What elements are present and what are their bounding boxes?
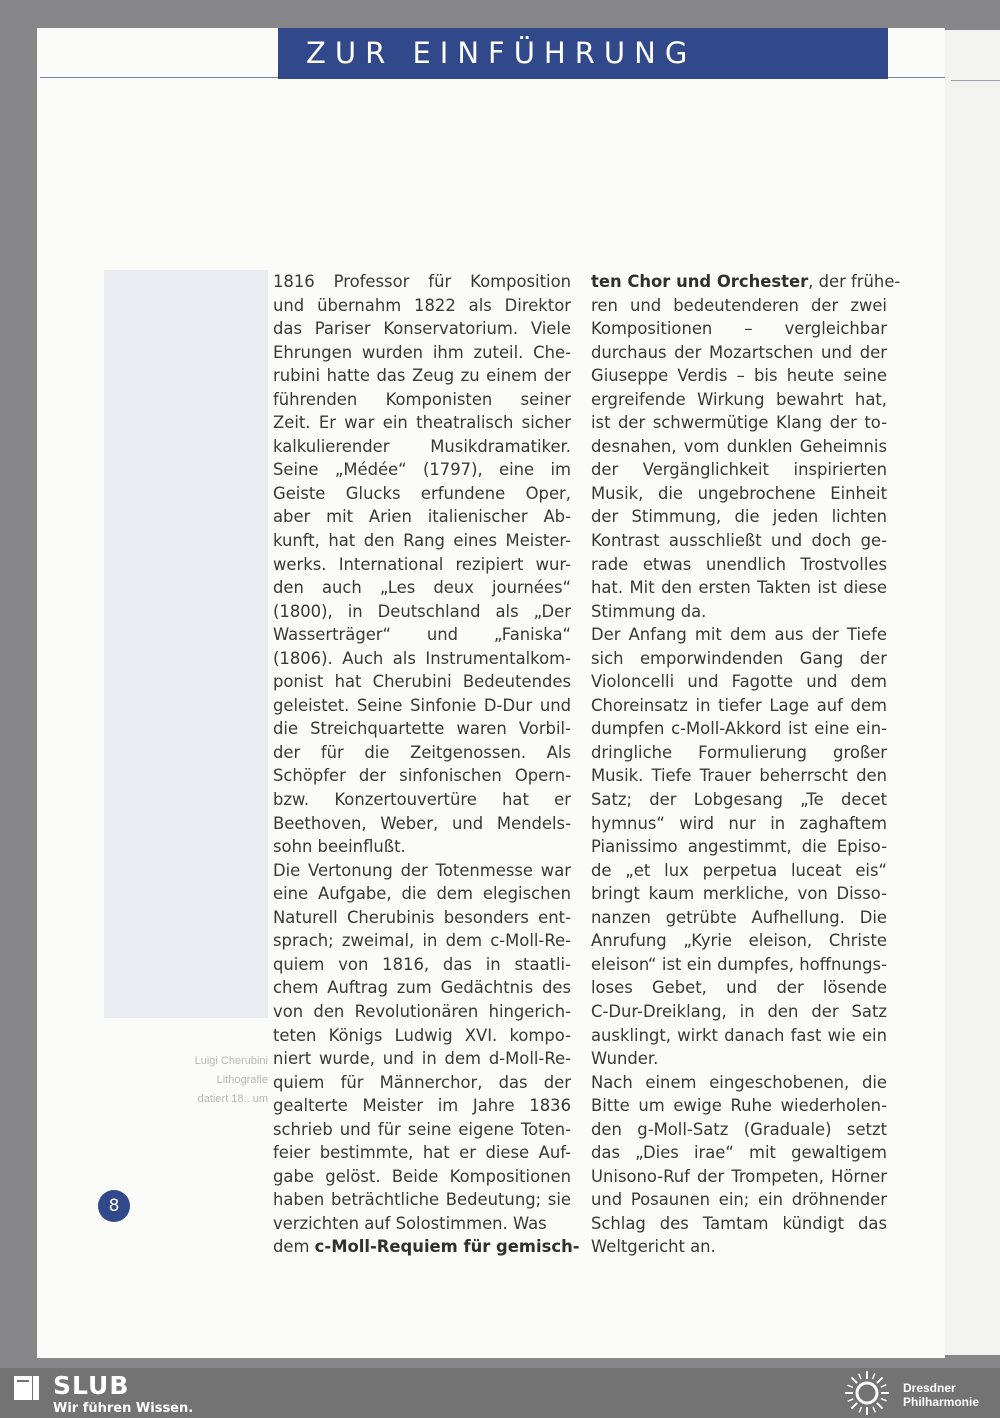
text-line: Weltgericht an.	[591, 1237, 716, 1257]
text-line: niert wurde, und in dem d-Moll-Re-	[273, 1049, 571, 1069]
text-line: hymnus“ wird nur in zaghaftem	[591, 813, 887, 833]
text-line: und übernahm 1822 als Direktor	[273, 295, 571, 315]
text-line: rade etwas unendlich Trostvolles	[591, 554, 887, 574]
text-line: Stimmung da.	[591, 601, 707, 621]
text-line: nanzen getrübte Aufhellung. Die	[591, 907, 887, 927]
text-line: das „Dies irae“ mit gewaltigem	[591, 1143, 887, 1163]
section-header: ZUR EINFÜHRUNG	[278, 28, 888, 79]
text-line: durchaus der Mozartschen und der	[591, 342, 887, 362]
caption-line: datiert 18.. um	[197, 1093, 268, 1105]
text-line: eleison“ ist ein dumpfes, hoffnungs-	[591, 954, 887, 974]
text-line: 1816 Professor für Komposition	[273, 272, 571, 291]
text-line: Musik, die ungebrochene Einheit	[591, 483, 887, 503]
text-line	[591, 270, 901, 294]
adjacent-page-edge	[944, 30, 1000, 1355]
portrait-image-placeholder	[104, 270, 268, 1018]
text-line: Musik. Tiefe Trauer beherrscht den	[591, 766, 887, 786]
text-line: aber mit Arien italienischer Ab-	[273, 507, 571, 527]
text-column-left	[273, 270, 580, 1259]
text-fragment: dem	[273, 1237, 315, 1257]
text-column-right	[591, 270, 901, 1259]
partner-name-line2: Philharmonie	[903, 1395, 980, 1409]
text-line: Beethoven, Weber, und Mendels-	[273, 813, 571, 833]
text-line: de „et lux perpetua luceat eis“	[591, 860, 887, 880]
philharmonie-logo-icon	[842, 1370, 892, 1416]
text-line: den g-Moll-Satz (Graduale) setzt	[591, 1119, 887, 1139]
text-line: der für die Zeitgenossen. Als	[273, 742, 571, 762]
text-line: haben beträchtliche Bedeutung; sie	[273, 1190, 571, 1210]
text-line: Zeit. Er war ein theatralisch sicher	[273, 413, 571, 433]
text-line: Schöpfer der sinfonischen Opern-	[273, 766, 571, 786]
text-line: den auch „Les deux journées“	[273, 578, 571, 598]
text-line: Choreinsatz in tiefer Lage auf dem	[591, 695, 887, 715]
text-line: werks. International rezipiert wur-	[273, 554, 571, 574]
text-line: Kontrast ausschließt und doch ge-	[591, 531, 887, 551]
text-line: sich emporwindenden Gang der	[591, 648, 887, 668]
text-line: Violoncelli und Fagotte und dem	[591, 672, 887, 692]
text-line: das Pariser Konservatorium. Viele	[273, 319, 571, 339]
text-line: feier bestimmte, hat er diese Auf-	[273, 1143, 571, 1163]
text-line: quiem für Männerchor, das der	[273, 1072, 571, 1092]
text-line: gabe gelöst. Beide Kompositionen	[273, 1166, 571, 1186]
text-line: (1800), in Deutschland als „Der	[273, 601, 571, 621]
text-line: bringt kaum merkliche, von Disso-	[591, 884, 887, 904]
text-line: dumpfen c-Moll-Akkord ist eine ein-	[591, 719, 887, 739]
text-line: geleistet. Seine Sinfonie D-Dur und	[273, 695, 571, 715]
text-line: ren und bedeutenderen der zwei	[591, 295, 887, 315]
text-line: dringliche Formulierung großer	[591, 742, 887, 762]
text-line: Bitte um ewige Ruhe wiederholen-	[591, 1096, 887, 1116]
text-line	[273, 1235, 580, 1259]
text-line: Kompositionen – vergleichbar	[591, 319, 887, 339]
text-line: Geiste Glucks erfundene Oper,	[273, 483, 571, 503]
text-line: C-Dur-Dreiklang, in den der Satz	[591, 1001, 887, 1021]
text-line: Pianissimo angestimmt, die Episo-	[591, 837, 887, 857]
text-line: Wunder.	[591, 1049, 659, 1069]
text-line: sprach; zweimal, in dem c-Moll-Re-	[273, 931, 571, 951]
text-line: sohn beeinflußt.	[273, 837, 406, 857]
text-line: der Vergänglichkeit inspirierten	[591, 460, 887, 480]
text-line: Nach einem eingeschobenen, die	[591, 1072, 887, 1092]
text-line: der Stimmung, die jeden lichten	[591, 507, 887, 527]
text-fragment: , der frühe-	[808, 272, 901, 291]
text-line: Schlag des Tamtam kündigt das	[591, 1213, 887, 1233]
text-line: Seine „Médée“ (1797), eine im	[273, 460, 571, 480]
text-line: Satz; der Lobgesang „Te decet	[591, 790, 887, 810]
text-line: die Streichquartette waren Vorbil-	[273, 719, 571, 739]
library-tagline: Wir führen Wissen.	[53, 1401, 194, 1416]
text-line: verzichten auf Solostimmen. Was	[273, 1213, 547, 1233]
text-line: Der Anfang mit dem aus der Tiefe	[591, 625, 887, 645]
text-line: gealterte Meister im Jahre 1836	[273, 1096, 571, 1116]
text-line: ausklingt, wirkt danach fast wie ein	[591, 1025, 887, 1045]
text-line: Naturell Cherubinis besonders ent-	[273, 907, 571, 927]
caption-line: Luigi Cherubini	[194, 1055, 268, 1067]
text-line: (1806). Auch als Instrumentalkom-	[273, 648, 571, 668]
text-line: Die Vertonung der Totenmesse war	[273, 860, 571, 880]
page-number: 8	[98, 1190, 130, 1222]
text-line: ponist hat Cherubini Bedeutendes	[273, 672, 571, 692]
text-line: von den Revolutionären hingerich-	[273, 1001, 571, 1021]
text-line: Unisono-Ruf der Trompeten, Hörner	[591, 1166, 887, 1186]
text-line: Wasserträger“ und „Faniska“	[273, 625, 571, 645]
text-line: kalkulierender Musikdramatiker.	[273, 436, 571, 456]
bold-work-title: ten Chor und Orchester	[591, 272, 809, 291]
text-line: eine Aufgabe, die dem elegischen	[273, 884, 571, 904]
bold-work-title: c-Moll-Requiem für gemisch-	[314, 1237, 580, 1257]
text-line: und Posaunen ein; ein dröhnender	[591, 1190, 887, 1210]
text-line: rubini hatte das Zeug zu einem der	[273, 366, 571, 386]
text-line: Ehrungen wurden ihm zuteil. Che-	[273, 342, 571, 362]
partner-name-line1: Dresdner	[903, 1381, 956, 1395]
text-line: ist der schwermütige Klang der to-	[591, 413, 887, 433]
text-line: Giuseppe Verdis – bis heute seine	[591, 366, 887, 386]
text-line: teten Königs Ludwig XVI. kompo-	[273, 1025, 571, 1045]
text-line: loses Gebet, und der lösende	[591, 978, 887, 998]
partner-name	[903, 1381, 979, 1409]
text-line: führenden Komponisten seiner	[273, 389, 571, 409]
text-line: bzw. Konzertouvertüre hat er	[273, 790, 571, 810]
figure-caption	[148, 1052, 268, 1109]
text-line: kunft, hat den Rang eines Meister-	[273, 531, 571, 551]
library-name: SLUB	[53, 1371, 130, 1400]
text-line: hat. Mit den ersten Takten ist diese	[591, 578, 887, 598]
slub-logo-icon	[12, 1373, 42, 1403]
adjacent-page-rule	[951, 80, 1000, 81]
text-line: ergreifende Wirkung bewahrt hat,	[591, 389, 887, 409]
caption-line: Lithografie	[216, 1074, 268, 1086]
text-line: quiem von 1816, das in staatli-	[273, 954, 571, 974]
text-line: chem Auftrag zum Gedächtnis des	[273, 978, 571, 998]
text-line: desnahen, vom dunklen Geheimnis	[591, 436, 887, 456]
text-line: schrieb und für seine eigene Toten-	[273, 1119, 571, 1139]
text-line: Anrufung „Kyrie eleison, Christe	[591, 931, 887, 951]
